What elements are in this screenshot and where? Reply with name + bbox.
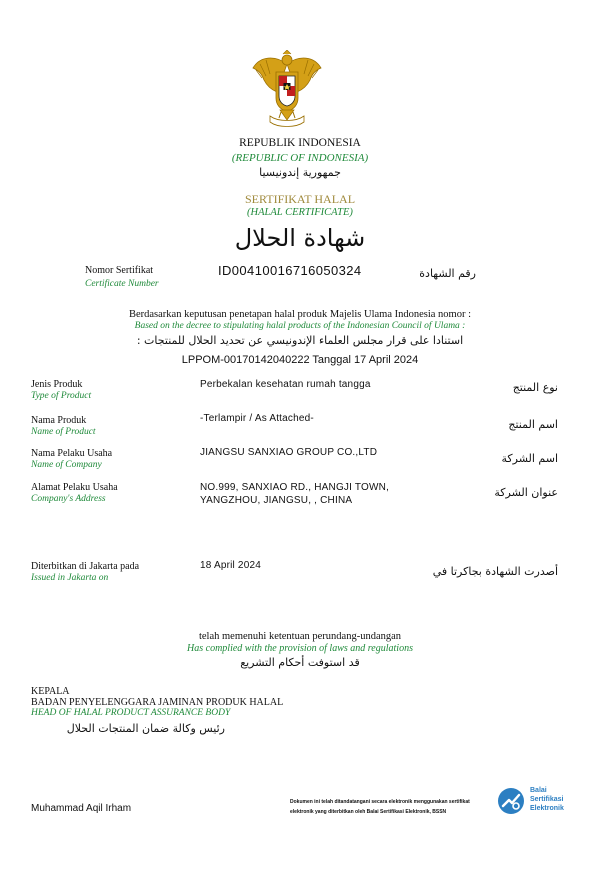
certificate-title-en: (HALAL CERTIFICATE) [247, 207, 353, 218]
bsre-logo-icon [497, 787, 525, 815]
company-name-label-en: Name of Company [31, 460, 102, 470]
decree-number: LPPOM-00170142040222 Tanggal 17 April 2024 [181, 354, 419, 366]
certificate-number-label: Nomor Sertifikat [85, 265, 154, 276]
company-address-label: Alamat Pelaku Usaha [31, 482, 118, 493]
certificate-number-value: ID00410016716050324 [218, 263, 362, 278]
issued-label-en: Issued in Jakarta on [31, 573, 109, 583]
company-name-value: JIANGSU SANXIAO GROUP CO.,LTD [200, 447, 378, 458]
issued-date-value: 18 April 2024 [200, 560, 261, 571]
authority-title: KEPALA [31, 686, 70, 697]
certificate-title-id: SERTIFIKAT HALAL [244, 192, 356, 206]
bsre-label-3: Elektronik [530, 805, 564, 812]
signatory-name: Muhammad Aqil Irham [31, 803, 132, 814]
certificate-title-ar: شهادة الحلال [234, 224, 366, 252]
esign-note-line1: Dokumen ini telah ditandatangani secara elektronik menggunakan sertifikat [290, 799, 470, 805]
product-type-label: Jenis Produk [31, 379, 83, 390]
product-name-label-en: Name of Product [31, 427, 96, 437]
product-type-label-ar: نوع المنتج [512, 381, 558, 394]
company-name-label: Nama Pelaku Usaha [31, 448, 113, 459]
bsre-label-2: Sertifikasi [530, 796, 564, 803]
certificate-number-label-en: Certificate Number [85, 279, 159, 289]
product-name-label-ar: اسم المنتج [508, 418, 558, 431]
company-address-label-en: Company's Address [31, 494, 106, 504]
issued-label-ar: أصدرت الشهادة بجاكرتا في [432, 565, 558, 578]
company-name-label-ar: اسم الشركة [501, 452, 558, 465]
decree-basis-id: Berdasarkan keputusan penetapan halal produk Majelis Ulama Indonesia nomor : [128, 309, 472, 320]
bsre-logo [497, 787, 525, 815]
compliance-text-id: telah memenuhi ketentuan perundang-undangan [198, 631, 402, 642]
company-address-label-ar: عنوان الشركة [494, 486, 558, 499]
product-name-value: -Terlampir / As Attached- [200, 413, 314, 424]
decree-basis-ar: استنادا على قرار مجلس العلماء الإندونيسي عن تحديد الحلال للمنتجات : [136, 334, 464, 347]
country-name-en: (REPUBLIC OF INDONESIA) [231, 152, 369, 164]
issued-label: Diterbitkan di Jakarta pada [31, 561, 140, 572]
certificate-number-label-ar: رقم الشهادة [419, 267, 476, 280]
product-type-value: Perbekalan kesehatan rumah tangga [200, 379, 371, 390]
bsre-label-1: Balai [530, 787, 547, 794]
decree-basis-en: Based on the decree to stipulating halal products of the Indonesian Council of Ulama : [134, 321, 466, 331]
country-name-id: REPUBLIK INDONESIA [239, 137, 361, 149]
company-address-value: NO.999, SANXIAO RD., HANGJI TOWN, YANGZHOU, JIANGSU, , CHINA [200, 482, 390, 506]
esign-note-line2: elektronik yang diterbitkan oleh Balai Sertifikasi Elektronik, BSSN [290, 809, 447, 815]
authority-body: BADAN PENYELENGGARA JAMINAN PRODUK HALAL [31, 697, 284, 708]
compliance-text-ar: قد استوفت أحكام التشريع [240, 656, 360, 669]
product-name-label: Nama Produk [31, 415, 87, 426]
garuda-emblem [250, 50, 324, 128]
authority-body-en: HEAD OF HALAL PRODUCT ASSURANCE BODY [31, 708, 231, 718]
product-type-label-en: Type of Product [31, 391, 92, 401]
country-name-ar: جمهورية إندونيسيا [259, 166, 341, 179]
authority-body-ar: رئيس وكالة ضمان المنتجات الحلال [66, 722, 225, 735]
compliance-text-en: Has complied with the provision of laws and regulations [187, 643, 413, 654]
